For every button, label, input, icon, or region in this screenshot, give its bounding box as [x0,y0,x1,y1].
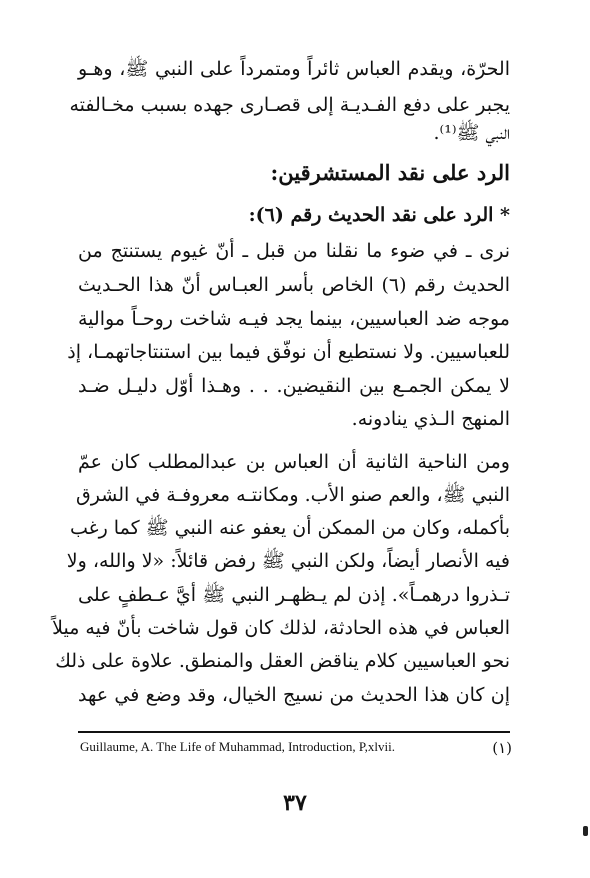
page-number: ٣٧ [283,790,307,816]
scan-edge-mark [583,826,588,836]
paragraph-one-line-2: الحديث رقم (٦) الخاص بأسر العبـاس أنّ هذا الحـديث [78,274,510,296]
paragraph-one-line-3: موجه ضد العباسيين، بينما يجد فيـه شاخت روحـاً موالية [78,308,510,330]
paragraph-one-line-1: نرى ـ في ضوء ما نقلنا من قبل ـ أنّ غيوم يستنتج من [78,240,510,262]
footnote [80,739,512,761]
paragraph-two-line-8: إن كان هذا الحديث من نسيج الخيال، وقد وضع في عهد [78,684,510,706]
section-heading: الرد على نقد المستشرقين: [270,160,510,185]
paragraph-one-line-6: المنهج الـذي ينادونه. [351,408,510,430]
intro-line-3: النبي ﷺ⁽¹⁾. [433,122,510,144]
paragraph-one-line-5: لا يمكن الجمـع بين النقيضين. . . وهـذا أوّل دليـل ضـد [78,375,510,397]
paragraph-two-line-1: ومن الناحية الثانية أن العباس بن عبدالمطلب كان عمّ [78,451,510,473]
paragraph-two-line-7: نحو العباسيين كلام يناقض العقل والمنطق. علاوة على ذلك [55,650,510,672]
footnote-text: Guillaume, A. The Life of Muhammad, Introduction, P,xlvii. [80,739,395,754]
paragraph-two-line-2: النبي ﷺ، والعم صنو الأب. ومكانتـه معروفـة في الشرق [76,484,510,506]
paragraph-two-line-3: بأكمله، وكان من الممكن أن يعفو عنه النبي ﷺ كما رغب [70,517,510,539]
paragraph-two-line-6: العباس في هذه الحادثة، لذلك كان قول شاخت بأنّ فيه ميلاً [52,617,510,639]
footnote-marker: (١) [492,739,512,757]
paragraph-two-line-4: فيه الأنصار أيضاً، ولكن النبي ﷺ رفض قائلاً: «لا والله، ولا [66,550,510,572]
intro-line-2: يجبر على دفع الفـديـة إلى قصـارى جهده بسبب مخـالفته [69,94,510,116]
intro-line-1: الحرّة، ويقدم العباس ثائراً ومتمرداً على النبي ﷺ، وهـو [78,58,510,80]
footnote-separator [78,731,510,733]
subsection-heading: * الرد على نقد الحديث رقم (٦): [248,204,510,226]
paragraph-one-line-4: للعباسيين. ولا نستطيع أن نوفّق فيما بين استنتاجاتهمـا، إذ [67,341,510,363]
paragraph-two-line-5: تـذروا درهمـاً». إذن لم يـظهـر النبي ﷺ أيَّ عـطفٍ على [78,584,510,606]
